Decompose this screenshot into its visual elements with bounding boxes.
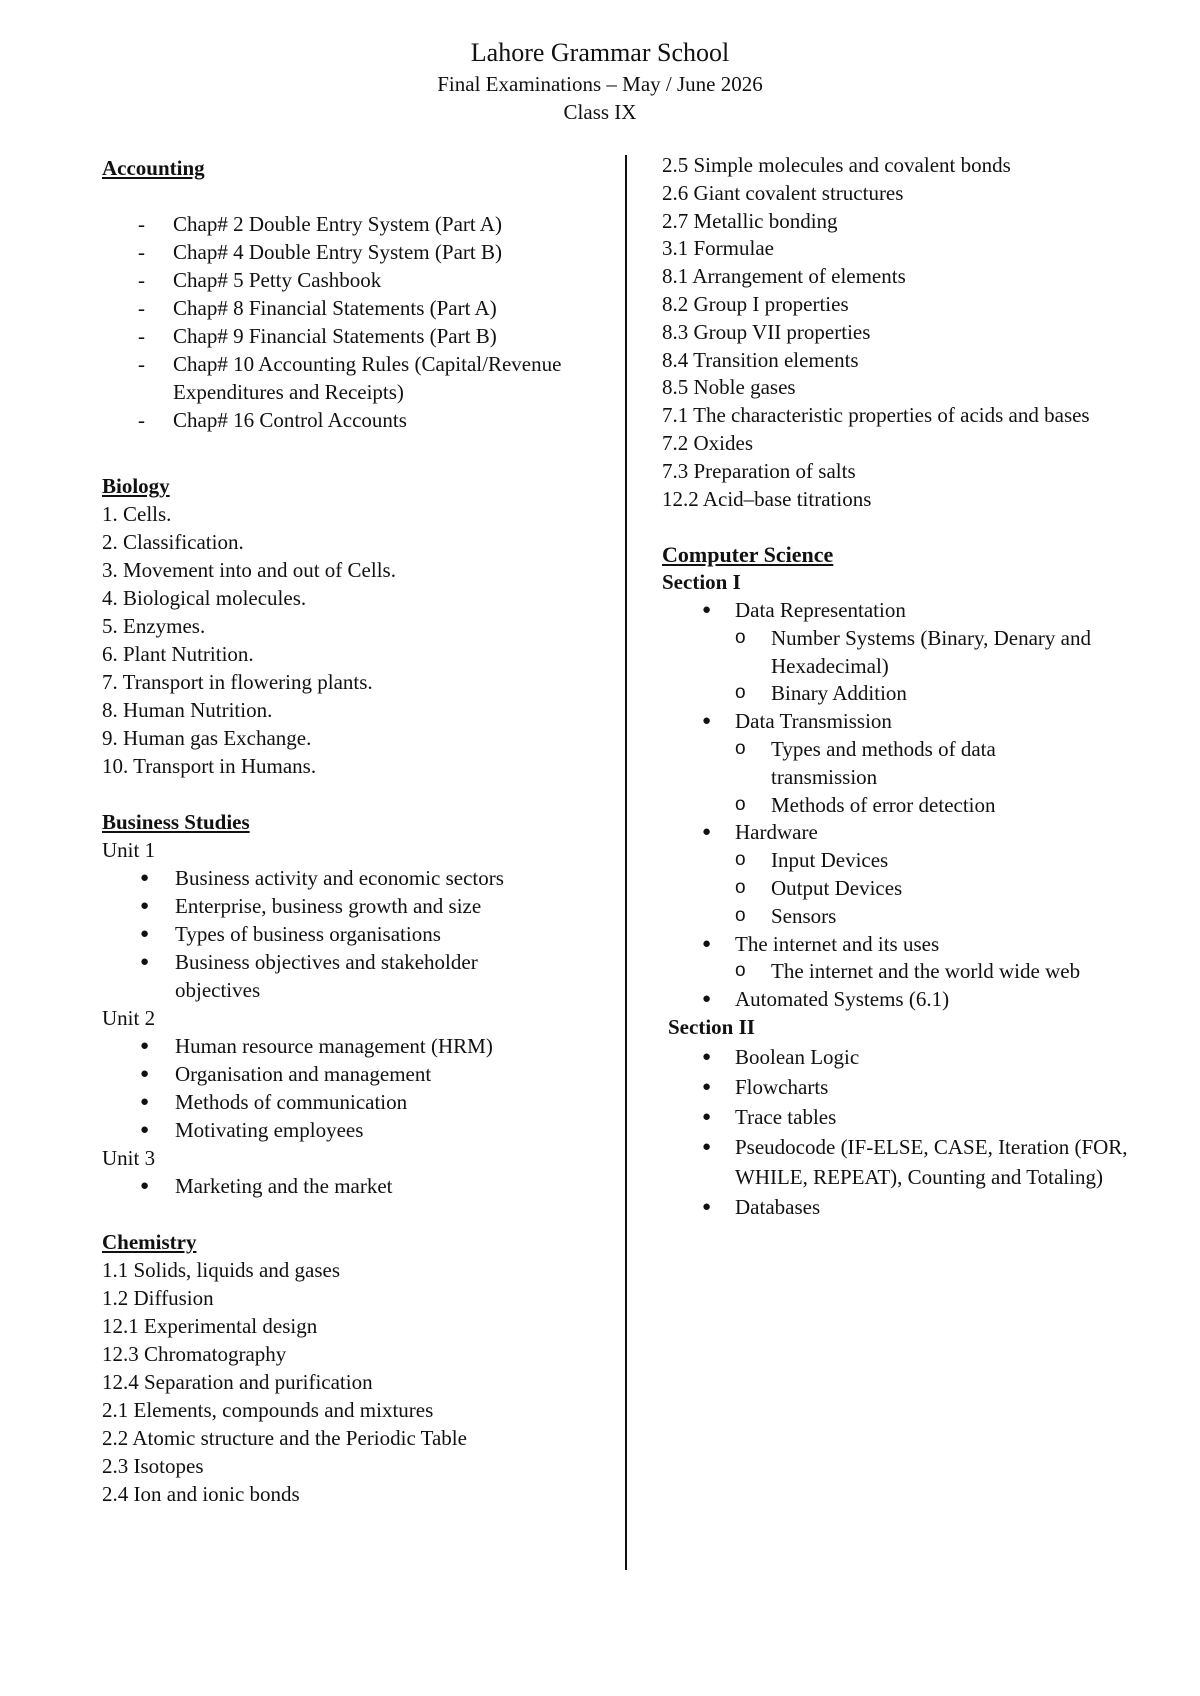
column-divider xyxy=(625,155,627,1570)
chemistry-list-left xyxy=(102,1256,622,1508)
exam-title: Final Examinations – May / June 2026 xyxy=(437,72,763,96)
subtopic-item: o Types and methods of data transmission xyxy=(735,736,1162,792)
school-name: Lahore Grammar School xyxy=(470,38,730,67)
section-label: Section I xyxy=(662,570,741,595)
list-item: - Chap# 2 Double Entry System (Part A) xyxy=(102,210,622,238)
unit2-list xyxy=(102,1032,622,1144)
unit-label: Unit 1 xyxy=(102,838,156,862)
unit3-list xyxy=(102,1172,622,1200)
list-item: 9. Human gas Exchange. xyxy=(102,726,312,750)
topic-label: Hardware xyxy=(735,820,818,845)
list-item: ● Business objectives and stakeholder objectives xyxy=(102,948,622,1004)
list-item: - Chap# 4 Double Entry System (Part B) xyxy=(102,238,622,266)
list-item: ● Enterprise, business growth and size xyxy=(102,892,622,920)
topic-label: Data Representation xyxy=(735,597,906,622)
subtopic-item: o Sensors xyxy=(735,903,1162,931)
chemistry-title: Chemistry xyxy=(102,1230,197,1254)
list-item: 7.2 Oxides xyxy=(662,430,753,455)
topic-item xyxy=(662,597,1162,708)
biology-list xyxy=(102,500,622,780)
list-item: 7.3 Preparation of salts xyxy=(662,458,856,483)
list-item: 2.6 Giant covalent structures xyxy=(662,180,904,205)
topic-item xyxy=(662,819,1162,930)
list-item: ● Databases xyxy=(662,1192,1162,1222)
topic-item xyxy=(662,986,1162,1014)
subtopic-list xyxy=(735,958,1162,986)
list-item: 4. Biological molecules. xyxy=(102,586,307,610)
chemistry-list-right xyxy=(662,152,1162,513)
list-item: 2.2 Atomic structure and the Periodic Table xyxy=(102,1426,467,1450)
subtopic-item: o The internet and the world wide web xyxy=(735,958,1162,986)
business-title: Business Studies xyxy=(102,810,250,834)
list-item: 8.5 Noble gases xyxy=(662,375,796,400)
list-item: 7. Transport in flowering plants. xyxy=(102,670,373,694)
subtopic-item: o Output Devices xyxy=(735,875,1162,903)
list-item: ● Flowcharts xyxy=(662,1072,1162,1102)
list-item: 7.1 The characteristic properties of acids and bases xyxy=(662,403,1090,428)
list-item: 2.7 Metallic bonding xyxy=(662,208,838,233)
subtopic-list xyxy=(735,736,1162,819)
list-item: 2.3 Isotopes xyxy=(102,1454,204,1478)
accounting-list xyxy=(102,210,622,434)
list-item: 1. Cells. xyxy=(102,502,172,526)
list-item: - Chap# 10 Accounting Rules (Capital/Revenue Expenditures and Receipts) xyxy=(102,350,622,406)
list-item: 10. Transport in Humans. xyxy=(102,754,317,778)
topic-item xyxy=(662,708,1162,819)
subtopic-item: o Input Devices xyxy=(735,847,1162,875)
list-item: ● Business activity and economic sectors xyxy=(102,864,622,892)
list-item: 2.5 Simple molecules and covalent bonds xyxy=(662,153,1011,177)
cs-section2-list xyxy=(662,1042,1162,1222)
list-item: 12.3 Chromatography xyxy=(102,1342,287,1366)
subtopic-list xyxy=(735,847,1162,930)
unit-label: Unit 3 xyxy=(102,1146,156,1170)
list-item: 3. Movement into and out of Cells. xyxy=(102,558,396,582)
cs-section1-list xyxy=(662,597,1162,1014)
list-item: ● Boolean Logic xyxy=(662,1042,1162,1072)
list-item: - Chap# 5 Petty Cashbook xyxy=(102,266,622,294)
list-item: 1.2 Diffusion xyxy=(102,1286,214,1310)
list-item: 2.4 Ion and ionic bonds xyxy=(102,1482,300,1506)
topic-item xyxy=(662,931,1162,987)
list-item: 2.1 Elements, compounds and mixtures xyxy=(102,1398,434,1422)
list-item: ● Human resource management (HRM) xyxy=(102,1032,622,1060)
list-item: - Chap# 16 Control Accounts xyxy=(102,406,622,434)
list-item: 8.4 Transition elements xyxy=(662,347,859,372)
list-item: ● Marketing and the market xyxy=(102,1172,622,1200)
unit-label: Unit 2 xyxy=(102,1006,156,1030)
list-item: ● Organisation and management xyxy=(102,1060,622,1088)
list-item: - Chap# 9 Financial Statements (Part B) xyxy=(102,322,622,350)
list-item: ● Motivating employees xyxy=(102,1116,622,1144)
left-column xyxy=(102,154,622,1508)
document-header xyxy=(0,36,1200,126)
accounting-title: Accounting xyxy=(102,156,205,180)
list-item: 8.1 Arrangement of elements xyxy=(662,264,906,289)
class-label: Class IX xyxy=(563,100,637,124)
list-item: ● Trace tables xyxy=(662,1102,1162,1132)
list-item: 5. Enzymes. xyxy=(102,614,206,638)
list-item: 1.1 Solids, liquids and gases xyxy=(102,1258,341,1282)
topic-label: The internet and its uses xyxy=(735,931,940,956)
subtopic-item: o Number Systems (Binary, Denary and Hexadecimal) xyxy=(735,625,1162,681)
list-item: 8.3 Group VII properties xyxy=(662,319,871,344)
list-item: ● Pseudocode (IF-ELSE, CASE, Iteration (FOR, WHILE, REPEAT), Counting and Totaling) xyxy=(662,1132,1162,1192)
topic-label: Data Transmission xyxy=(735,709,892,734)
list-item: 8. Human Nutrition. xyxy=(102,698,273,722)
subtopic-item: o Methods of error detection xyxy=(735,792,1162,820)
list-item: 12.4 Separation and purification xyxy=(102,1370,373,1394)
biology-title: Biology xyxy=(102,474,170,498)
subtopic-list xyxy=(735,625,1162,708)
computer-science-title: Computer Science xyxy=(662,542,834,568)
list-item: 6. Plant Nutrition. xyxy=(102,642,254,666)
list-item: ● Types of business organisations xyxy=(102,920,622,948)
section-label: Section II xyxy=(668,1014,755,1039)
unit1-list xyxy=(102,864,622,1004)
right-column xyxy=(662,152,1162,1222)
list-item: 3.1 Formulae xyxy=(662,236,774,261)
list-item: 8.2 Group I properties xyxy=(662,291,849,316)
list-item: 2. Classification. xyxy=(102,530,244,554)
subtopic-item: o Binary Addition xyxy=(735,680,1162,708)
topic-label: Automated Systems (6.1) xyxy=(735,987,950,1012)
list-item: - Chap# 8 Financial Statements (Part A) xyxy=(102,294,622,322)
list-item: 12.2 Acid–base titrations xyxy=(662,486,872,511)
list-item: ● Methods of communication xyxy=(102,1088,622,1116)
list-item: 12.1 Experimental design xyxy=(102,1314,318,1338)
